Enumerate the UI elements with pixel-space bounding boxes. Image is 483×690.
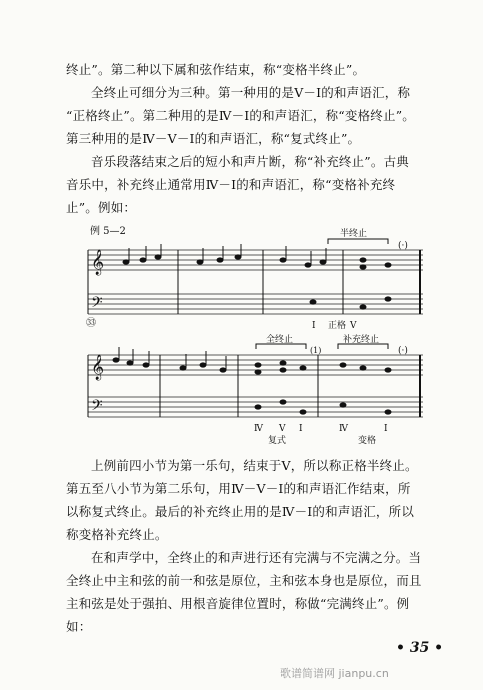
text-line: 音乐段落结束之后的短小和声片断，称“补充终止”。古典 [91, 154, 409, 169]
watermark: 歌谱简谱网 jianpu.cn [280, 667, 389, 680]
bottom-text [66, 454, 446, 638]
page-number: • 35 • [396, 640, 444, 656]
roman-numeral: Ⅳ [254, 424, 263, 434]
text-line: 第三种用的是Ⅳ－Ⅴ－Ⅰ的和声语汇，称“复式终止”。 [66, 131, 361, 146]
notes [113, 347, 392, 415]
paren-mark: (1) [310, 346, 322, 355]
treble-clef-icon: 𝄞 [91, 250, 105, 275]
text-line: 第五至八小节为第二乐句，用Ⅳ－Ⅴ－Ⅰ的和声语汇作结束，所 [66, 481, 411, 496]
roman-numeral: Ⅴ [279, 424, 286, 434]
marker: ㉝ [86, 318, 96, 329]
bracket-label: 补充终止 [343, 335, 380, 345]
roman-numeral: Ⅴ [350, 321, 357, 331]
roman-numeral: Ⅳ [339, 424, 348, 434]
text-line: 在和声学中，全终止的和声进行还有完满与不完满之分。当 [91, 550, 422, 565]
text-line: 如： [66, 619, 92, 634]
text-line: 止”。例如： [66, 200, 137, 215]
text-line: 音乐中，补充终止通常用Ⅳ－Ⅰ的和声语汇，称“变格补充终 [66, 177, 396, 192]
treble-staff [88, 250, 423, 270]
bracket-label: 全终止 [266, 335, 294, 345]
bass-staff [88, 294, 423, 314]
text-line: 全终止中主和弦的前一和弦是原位，主和弦本身也是原位，而且 [66, 573, 422, 588]
treble-clef-icon: 𝄞 [91, 355, 105, 380]
text-line: 全终止可细分为三种。第一种用的是Ⅴ－Ⅰ的和声语汇，称 [91, 85, 411, 100]
cadence-label: 复式 [268, 436, 287, 446]
bracket [328, 239, 388, 244]
roman-numeral: Ⅰ [384, 424, 388, 434]
bracket-label: 半终止 [340, 229, 368, 239]
barlines [88, 355, 420, 417]
paren-mark: (·) [398, 346, 408, 356]
text-line: “正格终止”。第二种用的是Ⅳ－Ⅰ的和声语汇，称“变格终止”。 [66, 108, 415, 123]
text-line: 称变格补充终止。 [66, 527, 168, 542]
cadence-label: 变格 [358, 436, 377, 446]
text-line: 主和弦是处于强拍、用根音旋律位置时，称做“完满终止”。例 [66, 596, 410, 611]
music-score-2 [88, 335, 428, 445]
text-line: 终止”。第二种以下属和弦作结束，称“变格半终止”。 [66, 62, 366, 77]
roman-numeral: Ⅰ [312, 321, 316, 331]
bass-clef-icon: 𝄢 [91, 397, 103, 418]
text-line: 以称复式终止。最后的补充终止用的是Ⅳ－Ⅰ的和声语汇，所以 [66, 504, 415, 519]
roman-numeral: Ⅰ [299, 424, 303, 434]
bass-clef-icon: 𝄢 [91, 294, 103, 315]
paren-mark: (·) [398, 241, 408, 251]
cadence-label: 正格 [328, 321, 347, 331]
example-label: 例 5—2 [90, 226, 126, 237]
notes [123, 244, 392, 310]
text-line: 上例前四小节为第一乐句，结束于Ⅴ，所以称正格半终止。 [91, 458, 418, 473]
top-text [66, 58, 446, 219]
music-score-1 [88, 222, 428, 332]
